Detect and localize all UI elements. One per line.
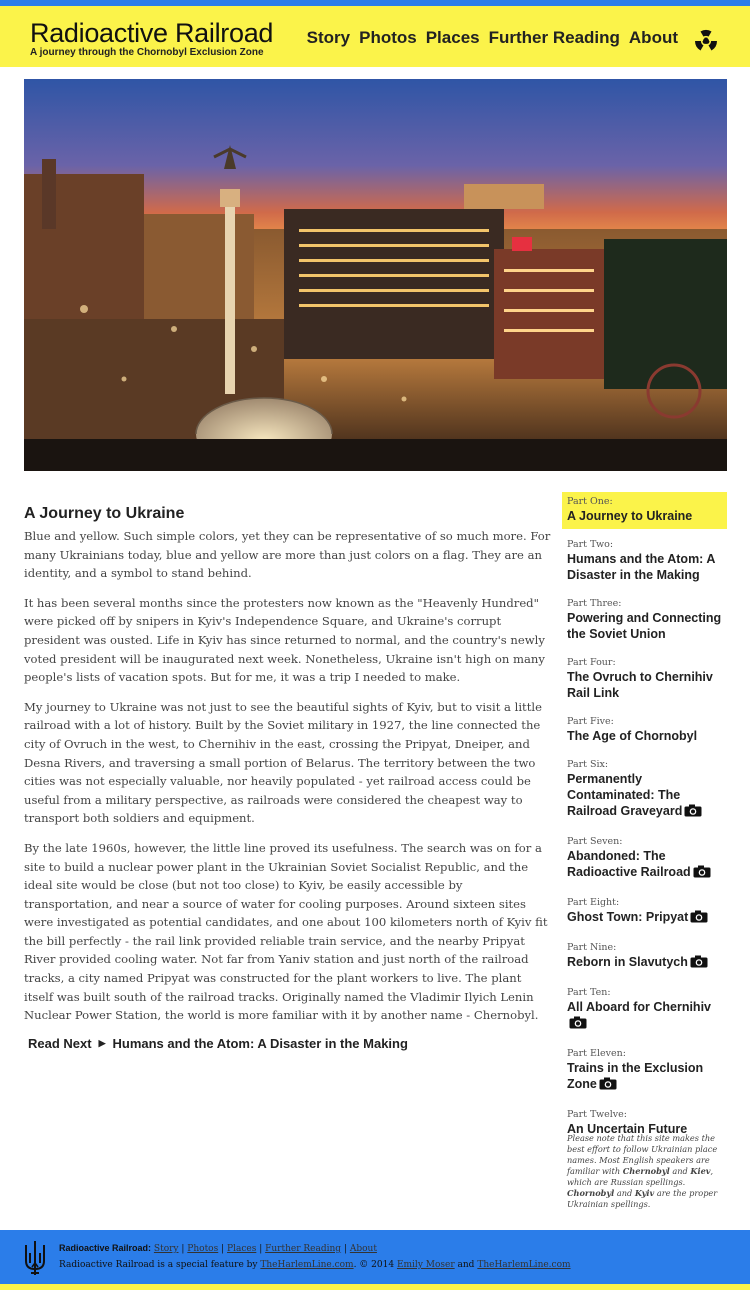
- footer-credit: Radioactive Railroad is a special feature by TheHarlemLine.com. © 2014 Emily Moser and TheHarlemLine.com: [59, 1260, 571, 1270]
- sidebar-part-5[interactable]: [562, 712, 727, 749]
- part-number: Part Ten:: [567, 987, 611, 998]
- play-triangle-icon: ▶: [98, 1037, 106, 1048]
- part-title: Powering and Connecting the Soviet Union: [567, 611, 722, 641]
- part-title: Reborn in Slavutych: [567, 954, 722, 972]
- sidebar-part-2[interactable]: [562, 535, 727, 588]
- part-number: Part Seven:: [567, 836, 623, 847]
- sidebar-part-1[interactable]: [562, 492, 727, 529]
- camera-icon: [599, 1077, 617, 1094]
- nav-places[interactable]: Places: [425, 28, 480, 47]
- part-title: Trains in the Exclusion Zone: [567, 1060, 722, 1094]
- part-title: Humans and the Atom: A Disaster in the Making: [567, 552, 715, 582]
- footer-link-photos[interactable]: Photos: [187, 1244, 219, 1254]
- sidebar-part-10[interactable]: [562, 983, 727, 1038]
- camera-icon: [690, 955, 708, 972]
- part-title: Ghost Town: Pripyat: [567, 909, 722, 927]
- footer-link-story[interactable]: Story: [153, 1244, 179, 1254]
- part-number: Part Six:: [567, 759, 609, 770]
- part-number: Part One:: [567, 496, 613, 507]
- nav-further-reading[interactable]: Further Reading: [488, 28, 620, 47]
- part-number: Part Four:: [567, 657, 616, 668]
- part-title: The Age of Chornobyl: [567, 729, 698, 743]
- chapter-sidebar: [562, 492, 727, 1148]
- sidebar-part-6[interactable]: [562, 755, 727, 826]
- part-number: Part Eleven:: [567, 1048, 626, 1059]
- part-number: Part Eight:: [567, 897, 620, 908]
- footer-link-further-reading[interactable]: Further Reading: [265, 1244, 342, 1254]
- sidebar-part-8[interactable]: [562, 893, 727, 932]
- read-next-title: Humans and the Atom: A Disaster in the Making: [112, 1035, 408, 1051]
- part-title: Abandoned: The Radioactive Railroad: [567, 848, 722, 882]
- nav-story[interactable]: Story: [306, 28, 351, 47]
- sidebar-part-7[interactable]: [562, 832, 727, 887]
- read-next-link[interactable]: [28, 1036, 552, 1051]
- article-paragraph: Blue and yellow. Such simple colors, yet they can be representative of so much more. For many Ukrainians today, blue and yellow are more than just colors on a flag. They are an identity, and a symbol to stand behind.: [24, 529, 551, 581]
- hero-photo: [24, 79, 727, 471]
- footer-link-about[interactable]: About: [349, 1244, 377, 1254]
- part-title: The Ovruch to Chernihiv Rail Link: [567, 670, 713, 700]
- read-next-label: Read Next: [28, 1035, 92, 1051]
- camera-icon: [569, 1016, 587, 1033]
- part-number: Part Three:: [567, 598, 622, 609]
- sidebar-part-9[interactable]: [562, 938, 727, 977]
- footer-brand: Radioactive Railroad:: [59, 1243, 152, 1253]
- sidebar-part-4[interactable]: [562, 653, 727, 706]
- radiation-icon: [690, 25, 722, 57]
- spelling-note: Please note that this site makes the best effort to follow Ukrainian place names. Most English speakers are familiar with Chernobyl and Kiev, which are Russian spellings. Chornobyl and Kyiv are the proper Ukrainian spellings.: [567, 1133, 718, 1209]
- site-header: [0, 6, 750, 67]
- nav-photos[interactable]: Photos: [359, 28, 417, 47]
- nav-about[interactable]: About: [628, 28, 678, 47]
- part-title: An Uncertain Future: [567, 1122, 688, 1136]
- site-footer: [0, 1230, 750, 1284]
- part-number: Part Twelve:: [567, 1109, 627, 1120]
- part-title: Permanently Contaminated: The Railroad Graveyard: [567, 771, 722, 821]
- main-nav: [307, 28, 678, 48]
- camera-icon: [684, 804, 702, 821]
- site-title[interactable]: Radioactive Railroad: [30, 18, 274, 48]
- part-title: A Journey to Ukraine: [567, 509, 693, 523]
- part-number: Part Nine:: [567, 942, 617, 953]
- footer-site-link-2[interactable]: TheHarlemLine.com: [477, 1260, 571, 1270]
- sidebar-part-3[interactable]: [562, 594, 727, 647]
- footer-link-places[interactable]: Places: [227, 1244, 257, 1254]
- camera-icon: [693, 865, 711, 882]
- sidebar-part-11[interactable]: [562, 1044, 727, 1099]
- site-subtitle: A journey through the Chornobyl Exclusion Zone: [30, 47, 264, 58]
- article-paragraph: By the late 1960s, however, the little line proved its usefulness. The search was on for a site to build a nuclear power plant in the Ukrainian Soviet Socialist Republic, and the ideal site would be close (but not too close) to Kyiv, be easily accessible by transportation, and near a source of water for cooling purposes. Around sixteen sites were investigated as potential candidates, and one about 100 kilometers north of Kyiv fit the bill perfectly - the rail link provided reliable train service, and the nearby Pripyat River provided cooling water. Not far from Yaniv station and just north of the railroad tracks, a city named Pripyat was constructed for the plant workers to live. The plant itself was built south of the railroad tracks. Originally named the Vladimir Ilyich Lenin Nuclear Power Station, the world is more familiar with it by another name - Chernobyl.: [24, 840, 548, 1023]
- footer-author-link[interactable]: Emily Moser: [396, 1260, 455, 1270]
- part-number: Part Two:: [567, 539, 614, 550]
- footer-site-link[interactable]: TheHarlemLine.com: [260, 1260, 354, 1270]
- article-heading: A Journey to Ukraine: [24, 505, 185, 522]
- footer-nav: Radioactive Railroad: Story | Photos | Places | Further Reading | About: [59, 1243, 377, 1254]
- ukraine-trident-icon: [22, 1239, 48, 1277]
- article-paragraph: It has been several months since the protesters now known as the "Heavenly Hundred" were picked off by snipers in Kyiv's Independence Square, and Ukraine's corrupt president was ousted. Life in Kyiv has since returned to normal, and the country's newly voted president will be inaugurated next week. Nonetheless, Ukraine isn't high on many people's lists of vacation spots. But for me, it was a trip I needed to make.: [24, 595, 545, 685]
- part-number: Part Five:: [567, 716, 614, 727]
- bottom-stripe: [0, 1284, 750, 1290]
- part-title: All Aboard for Chernihiv: [567, 999, 722, 1033]
- article: [24, 505, 552, 1051]
- article-paragraph: My journey to Ukraine was not just to see the beautiful sights of Kyiv, but to visit a little railroad with a lot of history. Built by the Soviet military in 1927, the line connected the city of Ovruch in the west, to Chernihiv in the east, crossing the Pripyat, Dneiper, and Desna Rivers, and traversing a small portion of Belarus. The territory between the two cities was not especially valuable, nor heavily populated - yet railroad access could be useful from a military perspective, as railroads were considered the cheapest way to transport both soldiers and equipment.: [24, 699, 542, 826]
- kyiv-night-photo: [24, 79, 727, 471]
- camera-icon: [690, 910, 708, 927]
